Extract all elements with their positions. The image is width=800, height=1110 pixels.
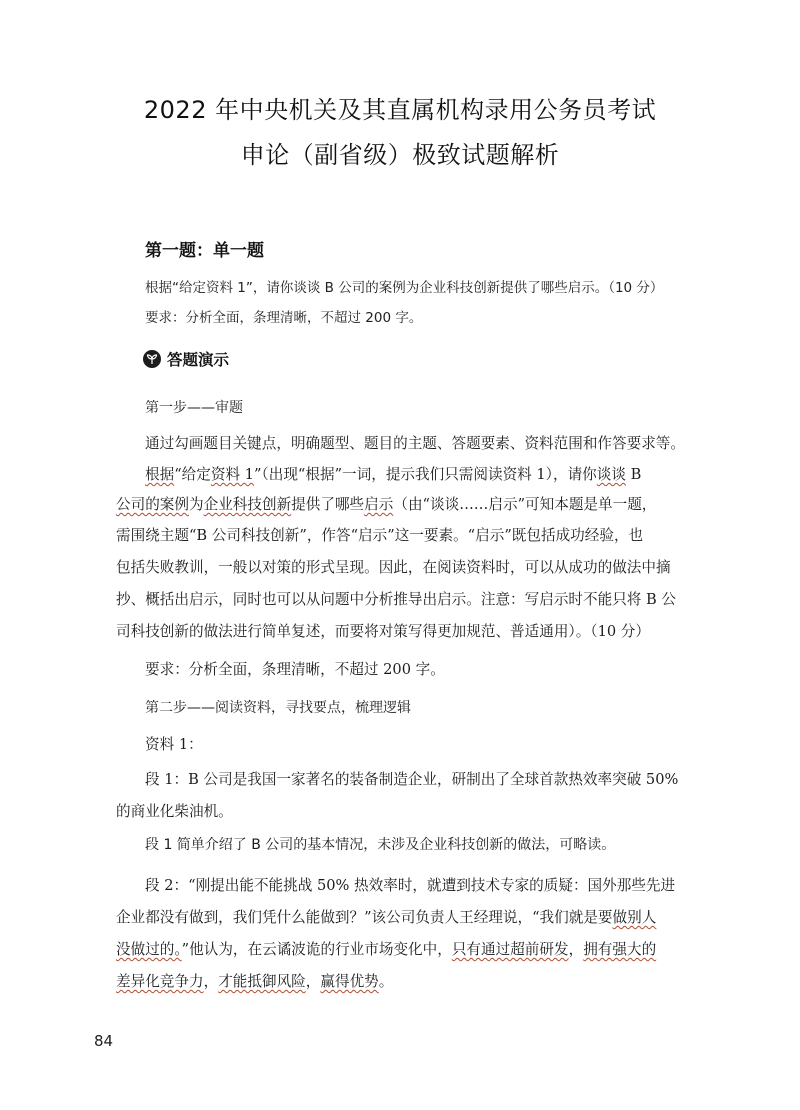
para1-line2: 的商业化柴油机。 xyxy=(116,803,233,820)
text-span: （由“谈谈……启示”可知本题是单一题， xyxy=(393,496,657,513)
page-number: 84 xyxy=(94,1032,114,1050)
underlined-text: 拥有强大的 xyxy=(583,941,657,958)
step1-requirement: 要求：分析全面，条理清晰，不超过 200 字。 xyxy=(145,661,445,678)
step2-title: 第二步——阅读资料，寻找要点，梳理逻辑 xyxy=(145,700,411,716)
answer-demo-header xyxy=(143,348,229,370)
text-span: ， xyxy=(305,973,321,990)
underlined-text: 资料 1 xyxy=(210,466,254,483)
step1-line3 xyxy=(116,493,656,514)
para2-line2 xyxy=(116,906,656,927)
step1-line4: 需围绕主题“B 公司科技创新”，作答“启示”这一要素。“启示”既包括成功经验，也 xyxy=(116,527,644,544)
text-span: ， xyxy=(568,941,584,958)
text-span: 企业都没有做到，我们凭什么能做到？”该公司负责人王经理说，“我们就是要 xyxy=(116,909,613,926)
question-requirement: 要求：分析全面，条理清晰，不超过 200 字。 xyxy=(145,310,423,326)
underlined-text: 公司的案例 xyxy=(116,496,189,513)
document-title-line1: 2022 年中央机关及其直属机构录用公务员考试 xyxy=(143,96,657,124)
text-span: ”他认为，在云谲波诡的行业市场变化中， xyxy=(181,941,452,958)
para1-note: 段 1 简单介绍了 B 公司的基本情况，未涉及企业科技创新的做法，可略读。 xyxy=(145,837,616,853)
step1-line1: 通过勾画题目关键点，明确题型、题目的主题、答题要素、资料范围和作答要求等。 xyxy=(145,435,685,452)
text-span: B xyxy=(625,466,642,483)
underlined-text: 赢得优势 xyxy=(320,973,379,990)
para2-line1: 段 2：“刚提出能不能挑战 50% 热效率时，就遭到技术专家的质疑：国外那些先进 xyxy=(145,877,676,894)
step1-line7: 司科技创新的做法进行简单复述，而要将对策写得更加规范、普适通用）。（10 分） xyxy=(116,623,650,640)
text-span: 。 xyxy=(378,973,394,990)
underlined-text: 企业科技创新 xyxy=(203,496,292,513)
underlined-text: 只有通过超前研发 xyxy=(451,941,569,958)
text-span: 提供了哪些 xyxy=(291,496,365,513)
para2-line3 xyxy=(116,938,656,959)
underlined-text: 没做过的。 xyxy=(116,941,182,958)
underlined-text: 才能抵御风险 xyxy=(218,973,306,990)
material-label: 资料 1： xyxy=(145,736,203,753)
step1-line6: 抄、概括出启示，同时也可以从问题中分析推导出启示。注意：写启示时不能只将 B 公 xyxy=(116,591,676,608)
para2-line4 xyxy=(116,970,393,991)
question-prompt: 根据“给定资料 1”，请你谈谈 B 公司的案例为企业科技创新提供了哪些启示。（10 分） xyxy=(145,280,664,296)
underlined-text: 启示 xyxy=(364,496,394,513)
underlined-text: 谈谈 xyxy=(596,466,626,483)
underlined-text: 做别人 xyxy=(612,909,657,926)
para1-line1: 段 1：B 公司是我国一家著名的装备制造企业，研制出了全球首款热效率突破 50% xyxy=(145,771,679,788)
document-title-line2: 申论（副省级）极致试题解析 xyxy=(240,141,560,169)
step1-line2 xyxy=(145,463,641,484)
text-span: ， xyxy=(203,973,219,990)
step1-title: 第一步——审题 xyxy=(145,400,243,416)
underlined-text: 差异化竞争力 xyxy=(116,973,204,990)
answer-demo-label: 答题演示 xyxy=(167,351,230,369)
question-heading: 第一题：单一题 xyxy=(145,241,264,261)
leaf-icon xyxy=(143,350,161,368)
underlined-text: 根据 xyxy=(145,466,175,483)
text-span: 为 xyxy=(188,496,204,513)
step1-line5: 包括失败教训，一般以对策的形式呈现。因此，在阅读资料时，可以从成功的做法中摘 xyxy=(116,559,671,576)
text-span: ”（出现“根据”一词，提示我们只需阅读资料 1），请你 xyxy=(253,466,597,483)
text-span: “给定 xyxy=(174,466,211,483)
